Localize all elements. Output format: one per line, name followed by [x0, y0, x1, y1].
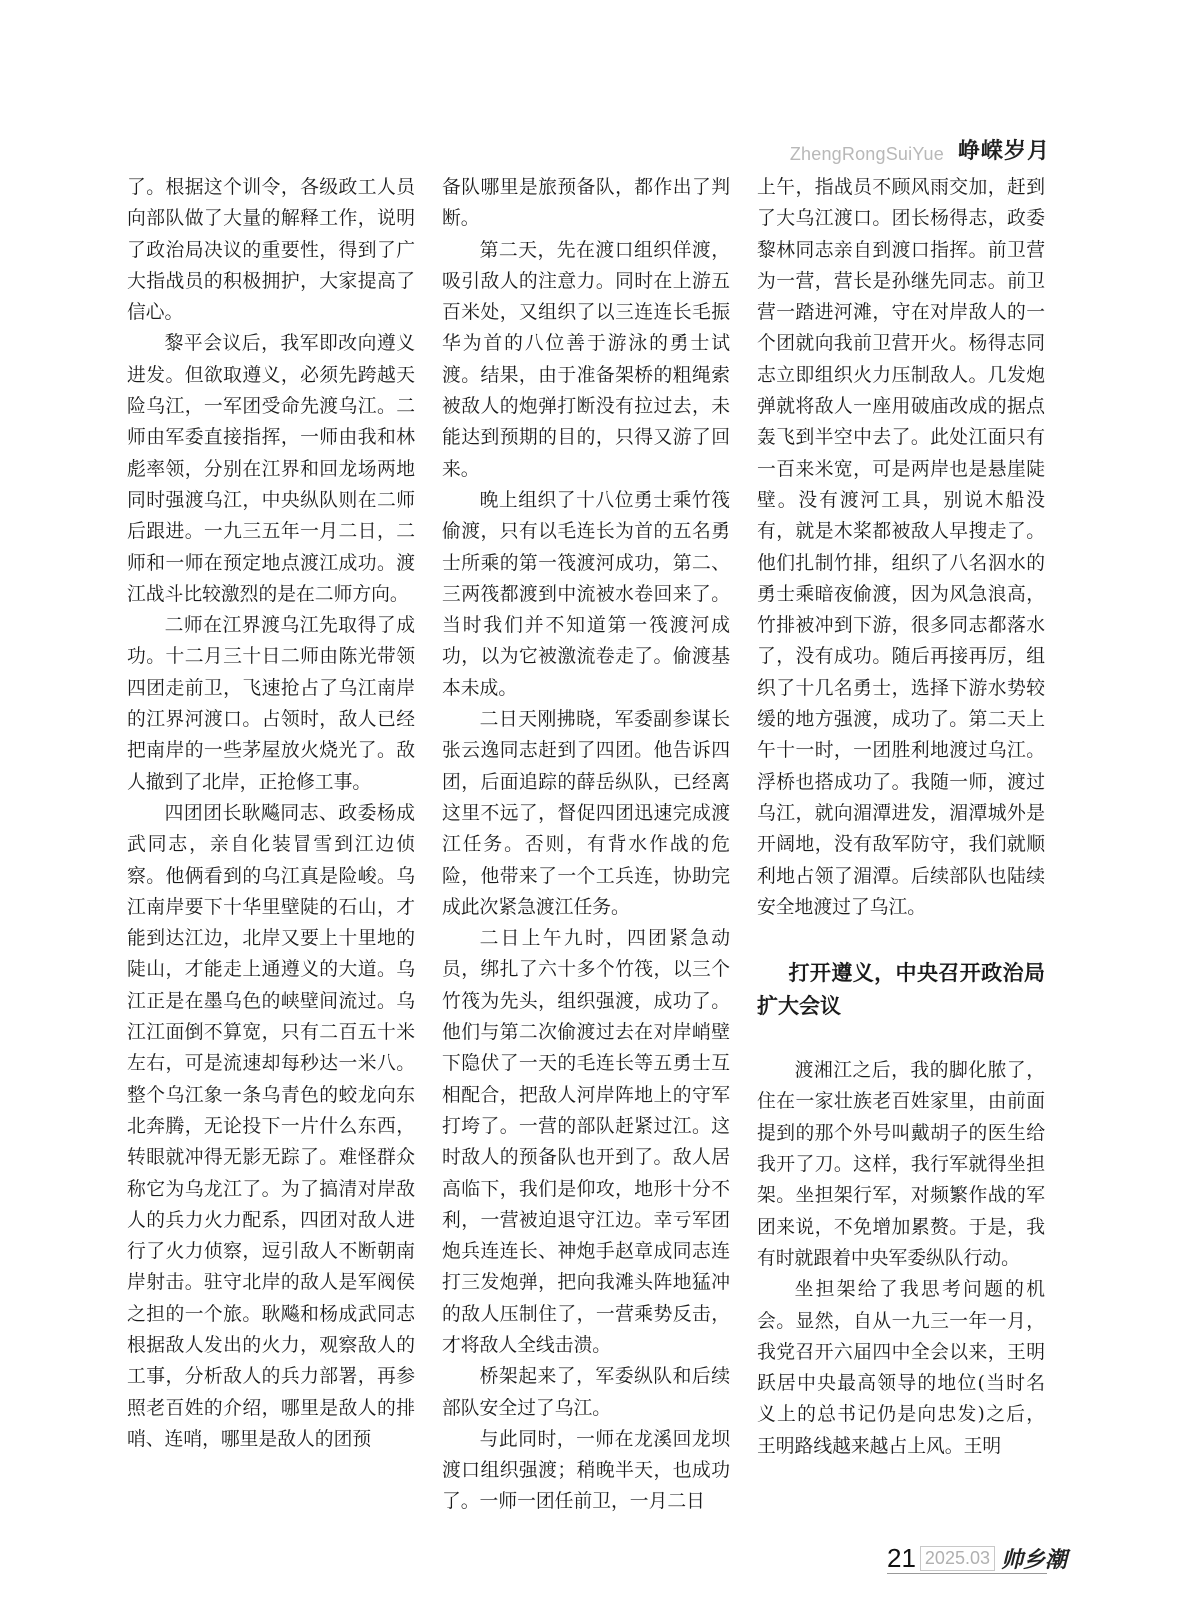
- page-header: [790, 131, 1050, 165]
- paragraph: 了。根据这个训令，各级政工人员向部队做了大量的解释工作，说明了政治局决议的重要性，得到了广大指战员的积极拥护，大家提高了信心。: [127, 177, 415, 324]
- paragraph: 四团团长耿飚同志、政委杨成武同志，亲自化装冒雪到江边侦察。他俩看到的乌江真是险峻。乌江南岸要下十华里壁陡的石山，才能到达江边，北岸又要上十里地的陡山，才能走上通遵义的大道。乌江正是在墨乌色的峡壁间流过。乌江江面倒不算宽，只有二百五十米左右，可是流速却每秒达一米八。整个乌江象一条乌青色的蛟龙向东北奔腾，无论投下一片什么东西，转眼就冲得无影无踪了。难怪群众称它为乌龙江了。为了搞清对岸敌人的兵力火力配系，四团对敌人进行了火力侦察，逗引敌人不断朝南岸射击。驻守北岸的敌人是军阀侯之担的一个旅。耿飚和杨成武同志根据敌人发出的火力，观察敌人的工事，分析敌人的兵力部署，再参照老百姓的介绍，哪里是敌人的排哨、连哨，哪里是敌人的团预: [127, 802, 415, 1450]
- issue-number: 2025.03: [920, 1546, 995, 1571]
- paragraph: 第二天，先在渡口组织佯渡，吸引敌人的注意力。同时在上游五百米处，又组织了以三连连长毛振华为首的八位善于游泳的勇士试渡。结果，由于准备架桥的粗绳索被敌人的炮弹打断没有拉过去，未能达到预期的目的，只得又游了回来。: [442, 239, 730, 480]
- section-heading: 打开遵义，中央召开政治局扩大会议: [757, 961, 1045, 1019]
- paragraph: 二日上午九时，四团紧急动员，绑扎了六十多个竹筏，以三个竹筏为先头，组织强渡，成功了。他们与第二次偷渡过去在对岸峭壁下隐伏了一天的毛连长等五勇士互相配合，把敌人河岸阵地上的守军打垮了。一营的部队赶紧过江。这时敌人的预备队也开到了。敌人居高临下，我们是仰攻，地形十分不利，一营被迫退守江边。幸亏军团炮兵连连长、神炮手赵章成同志连打三发炮弹，把向我滩头阵地猛冲的敌人压制住了，一营乘势反击，才将敌人全线击溃。: [442, 928, 730, 1356]
- paragraph: 上午，指战员不顾风雨交加，赶到了大乌江渡口。团长杨得志，政委黎林同志亲自到渡口指挥。前卫营为一营，营长是孙继先同志。前卫营一踏进河滩，守在对岸敌人的一个团就向我前卫营开火。杨得志同志立即组织火力压制敌人。几发炮弹就将敌人一座用破庙改成的据点轰飞到半空中去了。此处江面只有一百来米宽，可是两岸也是悬崖陡壁。没有渡河工具，别说木船没有，就是木桨都被敌人早搜走了。他们扎制竹排，组织了八名泅水的勇士乘暗夜偷渡，因为风急浪高，竹排被冲到下游，很多同志都落水了，没有成功。随后再接再厉，组织了十几名勇士，选择下游水势较缓的地方强渡，成功了。第二天上午十一时，一团胜利地渡过乌江。浮桥也搭成功了。我随一师，渡过乌江，就向湄潭进发，湄潭城外是开阔地，没有敌军防守，我们就顺利地占领了湄潭。后续部队也陆续安全地渡过了乌江。: [757, 177, 1045, 918]
- column-3-top-text: [757, 172, 1045, 923]
- paragraph: 黎平会议后，我军即改向遵义进发。但欲取遵义，必须先跨越天险乌江，一军团受命先渡乌江。二师由军委直接指挥，一师由我和林彪率领，分别在江界和回龙场两地同时强渡乌江，中央纵队则在二师后跟进。一九三五年一月二日，二师和一师在预定地点渡江成功。渡江战斗比较激烈的是在二师方向。: [127, 333, 415, 605]
- page-number: 21: [887, 1542, 916, 1573]
- paragraph: 二日天刚拂晓，军委副参谋长张云逸同志赶到了四团。他告诉四团，后面追踪的薛岳纵队，已经离这里不远了，督促四团迅速完成渡江任务。否则，有背水作战的危险，他带来了一个工兵连，协助完成此次紧急渡江任务。: [442, 709, 730, 918]
- magazine-logo: 帅乡潮: [1001, 1547, 1068, 1573]
- paragraph: 二师在江界渡乌江先取得了成功。十二月三十日二师由陈光带领四团走前卫，飞速抢占了乌江南岸的江界河渡口。占领时，敌人已经把南岸的一些茅屋放火烧光了。敌人撤到了北岸，正抢修工事。: [127, 615, 415, 793]
- column-3-bottom-text: [757, 1055, 1045, 1462]
- text-column-1: [127, 172, 415, 1455]
- page-footer: [887, 1542, 1067, 1574]
- paragraph: 备队哪里是旅预备队，都作出了判断。: [442, 177, 730, 230]
- paragraph: 桥架起来了，军委纵队和后续部队安全过了乌江。: [442, 1366, 730, 1419]
- text-column-3: [757, 172, 1045, 1462]
- paragraph: 与此同时，一师在龙溪回龙坝渡口组织强渡；稍晚半天，也成功了。一师一团任前卫，一月二日: [442, 1428, 730, 1513]
- paragraph: 渡湘江之后，我的脚化脓了，住在一家壮族老百姓家里，由前面提到的那个外号叫戴胡子的医生给我开了刀。这样，我行军就得坐担架。坐担架行军，对频繁作战的军团来说，不免增加累赘。于是，我有时就跟着中央军委纵队行动。: [757, 1060, 1045, 1269]
- footer-rule: [887, 1573, 1047, 1574]
- paragraph: 晚上组织了十八位勇士乘竹筏偷渡，只有以毛连长为首的五名勇士所乘的第一筏渡河成功，第二、三两筏都渡到中流被水卷回来了。当时我们并不知道第一筏渡河成功，以为它被激流卷走了。偷渡基本未成。: [442, 489, 730, 699]
- column-name: 峥嵘岁月: [957, 139, 1050, 164]
- text-column-2: [442, 172, 730, 1518]
- paragraph: 坐担架给了我思考问题的机会。显然，自从一九三一年一月，我党召开六届四中全会以来，王明跃居中央最高领导的地位(当时名义上的总书记仍是向忠发)之后，王明路线越来越占上风。王明: [757, 1279, 1045, 1457]
- column-pinyin: ZhengRongSuiYue: [789, 144, 944, 164]
